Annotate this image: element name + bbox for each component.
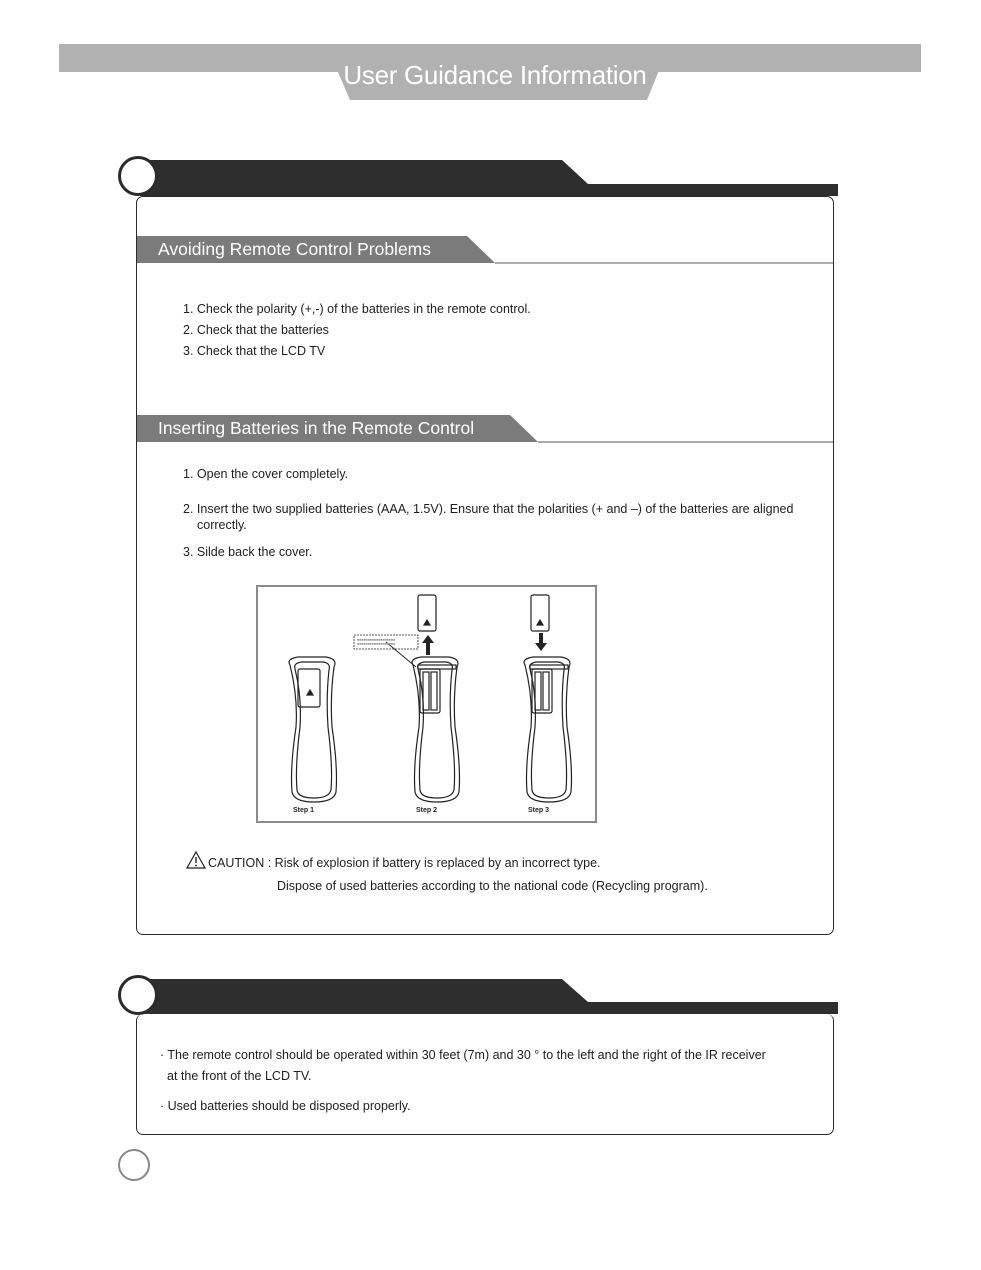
- caution-line-1: CAUTION : Risk of explosion if battery is replaced by an incorrect type.: [208, 856, 601, 870]
- section1-number-circle: [118, 156, 158, 196]
- avoid-item-2: 2. Check that the batteries: [183, 323, 329, 337]
- section2-number-circle: [118, 975, 158, 1015]
- range-note-line-2: at the front of the LCD TV.: [167, 1069, 312, 1083]
- battery-figure: [256, 585, 597, 823]
- disposal-note: · Used batteries should be disposed properly.: [160, 1099, 411, 1113]
- remote-illustration: [258, 587, 595, 821]
- svg-text:■■■■■■■■■■■■■■■■■■: ■■■■■■■■■■■■■■■■■■: [357, 638, 396, 642]
- svg-text:■■■■■■■■■■■■■■■■■■: ■■■■■■■■■■■■■■■■■■: [357, 642, 396, 646]
- subheading-avoiding-problems: Avoiding Remote Control Problems: [158, 239, 432, 259]
- caution-line-2: Dispose of used batteries according to the national code (Recycling program).: [277, 879, 708, 893]
- range-note-line-1: · The remote control should be operated within 30 feet (7m) and 30 ° to the left and the right of the IR receiver: [160, 1048, 766, 1062]
- page-number-circle: [118, 1149, 150, 1181]
- insert-item-2-cont: correctly.: [197, 518, 247, 532]
- insert-item-2: 2. Insert the two supplied batteries (AAA, 1.5V). Ensure that the polarities (+ and –) of the batteries are aligned: [183, 502, 794, 516]
- section1-header-bar: [120, 158, 840, 198]
- step3-label: Step 3: [528, 807, 550, 814]
- warning-icon: [186, 850, 206, 870]
- section2-header-bar: [120, 977, 840, 1017]
- page-title: User Guidance Information: [343, 60, 647, 90]
- avoid-item-3: 3. Check that the LCD TV: [183, 344, 326, 358]
- header-tab: [0, 0, 981, 110]
- subheading-inserting-batteries: Inserting Batteries in the Remote Control: [158, 418, 475, 438]
- step1-label: Step 1: [293, 807, 315, 814]
- insert-item-1: 1. Open the cover completely.: [183, 467, 349, 481]
- step2-label: Step 2: [416, 807, 438, 814]
- insert-item-3: 3. Silde back the cover.: [183, 545, 313, 559]
- avoid-item-1: 1. Check the polarity (+,-) of the batteries in the remote control.: [183, 302, 531, 316]
